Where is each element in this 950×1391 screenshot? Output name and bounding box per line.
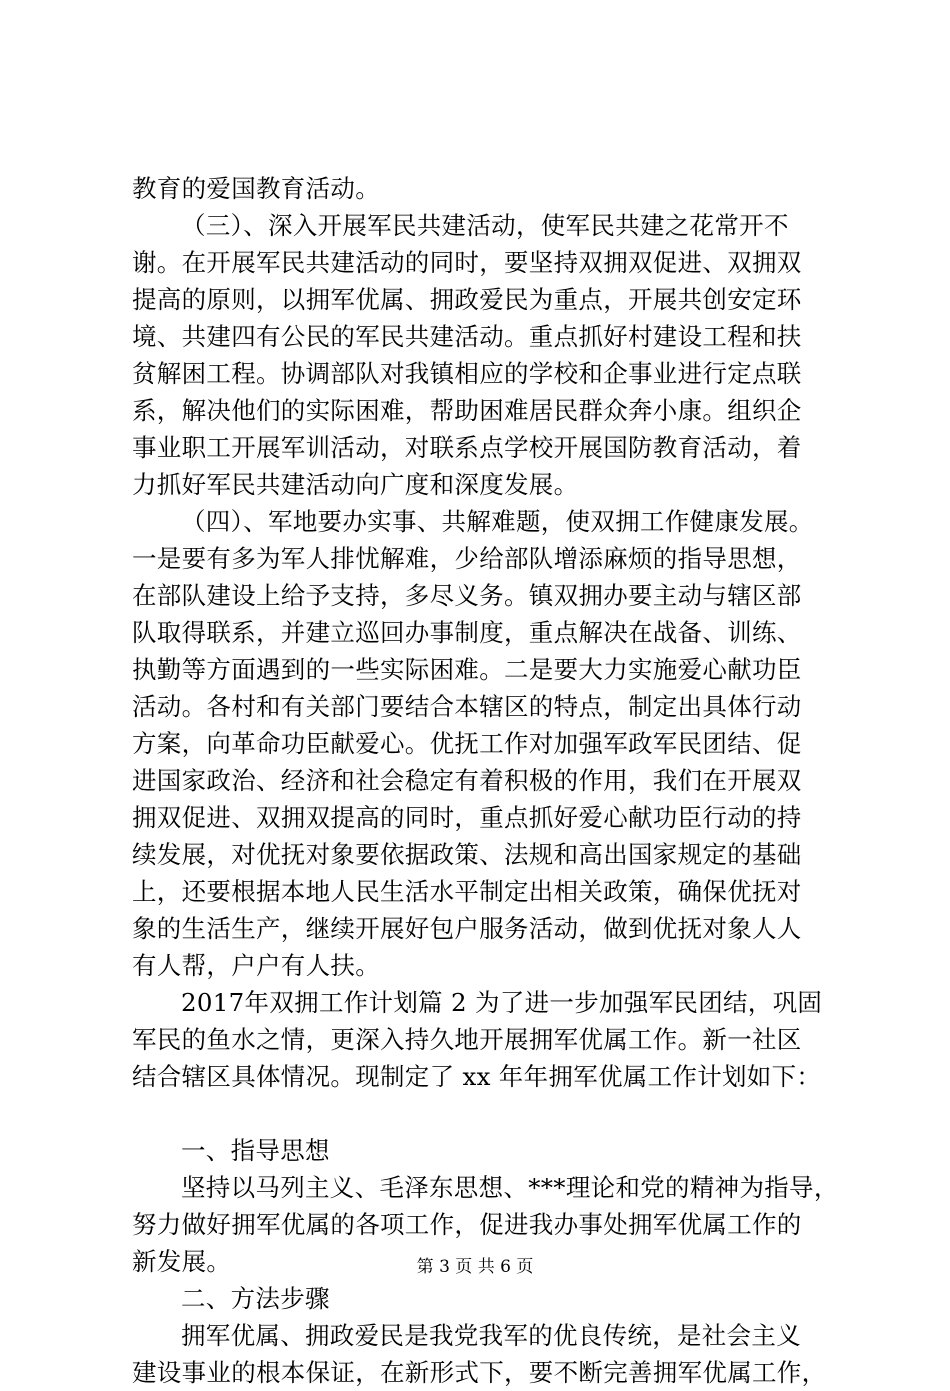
text-line: 执勤等方面遇到的一些实际困难。二是要大力实施爱心献功臣 xyxy=(132,655,802,684)
text-line: 建设事业的根本保证，在新形式下，要不断完善拥军优属工作， xyxy=(132,1358,827,1387)
text-line: 有人帮，户户有人扶。 xyxy=(132,951,380,980)
text-line: 谢。在开展军民共建活动的同时，要坚持双拥双促进、双拥双 xyxy=(132,248,802,277)
text-line: 力抓好军民共建活动向广度和深度发展。 xyxy=(132,470,579,499)
text-line: 一、指导思想 xyxy=(181,1136,330,1165)
text-line: 拥军优属、拥政爱民是我党我军的优良传统，是社会主义 xyxy=(181,1321,801,1350)
text-line: 拥双促进、双拥双提高的同时，重点抓好爱心献功臣行动的持 xyxy=(132,803,802,832)
text-line: 境、共建四有公民的军民共建活动。重点抓好村建设工程和扶 xyxy=(132,322,802,351)
text-line: 进国家政治、经济和社会稳定有着积极的作用，我们在开展双 xyxy=(132,766,802,795)
text-line: 新发展。 xyxy=(132,1247,232,1276)
text-line: 在部队建设上给予支持，多尽义务。镇双拥办要主动与辖区部 xyxy=(132,581,802,610)
body-text xyxy=(132,170,838,1391)
text-line: 坚持以马列主义、毛泽东思想、***理论和党的精神为指导， xyxy=(181,1173,839,1202)
text-line: 结合辖区具体情况。现制定了 xx 年年拥军优属工作计划如下： xyxy=(132,1062,822,1091)
text-line: 活动。各村和有关部门要结合本辖区的特点，制定出具体行动 xyxy=(132,692,802,721)
text-line: 二、方法步骤 xyxy=(181,1284,330,1313)
text-line: 贫解困工程。协调部队对我镇相应的学校和企事业进行定点联 xyxy=(132,359,802,388)
text-line: 提高的原则，以拥军优属、拥政爱民为重点，开展共创安定环 xyxy=(132,285,802,314)
text-line: 努力做好拥军优属的各项工作，促进我办事处拥军优属工作的 xyxy=(132,1210,802,1239)
text-line: 象的生活生产，继续开展好包户服务活动，做到优抚对象人人 xyxy=(132,914,802,943)
text-line: 一是要有多为军人排忧解难，少给部队增添麻烦的指导思想， xyxy=(132,544,802,573)
text-line: 续发展，对优抚对象要依据政策、法规和高出国家规定的基础 xyxy=(132,840,802,869)
text-line: 方案，向革命功臣献爱心。优抚工作对加强军政军民团结、促 xyxy=(132,729,802,758)
blank-line xyxy=(132,1095,838,1132)
text-line: 2017年双拥工作计划篇 2 为了进一步加强军民团结，巩固 xyxy=(181,988,823,1017)
text-line: 教育的爱国教育活动。 xyxy=(132,174,380,203)
text-line: 军民的鱼水之情，更深入持久地开展拥军优属工作。新一社区 xyxy=(132,1025,802,1054)
text-line: 系，解决他们的实际困难，帮助困难居民群众奔小康。组织企 xyxy=(132,396,802,425)
text-line: （四）、军地要办实事、共解难题，使双拥工作健康发展。 xyxy=(181,507,814,536)
text-line: 上，还要根据本地人民生活水平制定出相关政策，确保优抚对 xyxy=(132,877,802,906)
page-footer: 第 3 页 共 6 页 xyxy=(416,1257,534,1277)
text-line: （三）、深入开展军民共建活动，使军民共建之花常开不 xyxy=(181,211,789,240)
text-line: 队取得联系，并建立巡回办事制度，重点解决在战备、训练、 xyxy=(132,618,802,647)
text-line: 事业职工开展军训活动，对联系点学校开展国防教育活动，着 xyxy=(132,433,802,462)
